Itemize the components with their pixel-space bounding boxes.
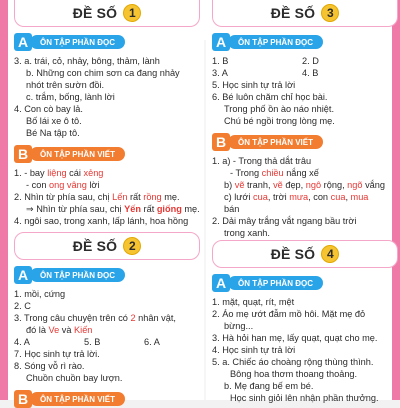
- section-doc-1: [14, 33, 200, 51]
- text: tranh,: [244, 180, 274, 190]
- text: đó là: [26, 325, 49, 335]
- viet1-line-3: [14, 191, 200, 203]
- highlight: Lến: [112, 192, 128, 202]
- highlight: vâng: [66, 180, 87, 190]
- section-viet-1: [14, 145, 200, 163]
- de-so-2-title: ĐỀ SỐ: [72, 238, 118, 254]
- section-doc-4: [212, 274, 398, 292]
- highlight: cua: [253, 192, 268, 202]
- text: c) lưới: [224, 192, 254, 202]
- section-doc-1-label: ÔN TẬP PHẦN ĐỌC: [30, 35, 125, 49]
- de-so-2-block: [14, 232, 200, 408]
- highlight: xẻng: [83, 168, 104, 178]
- viet-3-lines: [212, 155, 398, 239]
- number-badge-2: 2: [123, 237, 141, 255]
- section-viet-1-label: ÔN TẬP PHẦN VIẾT: [30, 147, 125, 161]
- section-doc-2-label: ÔN TẬP PHẦN ĐỌC: [30, 268, 125, 282]
- letter-a-icon: A: [14, 266, 32, 284]
- text: mẹ.: [161, 192, 180, 202]
- de-so-3-header: [212, 0, 398, 27]
- letter-b-icon: B: [14, 390, 32, 408]
- number-badge-1: 1: [123, 4, 141, 22]
- doc-3-lines: [212, 55, 398, 127]
- doc3-line-4: 6. Bé luôn chăm chỉ học bài.: [212, 92, 328, 102]
- viet3-line-1: 1. a) - Trong thả dắt trâu: [212, 156, 312, 166]
- highlight: rồng: [143, 192, 162, 202]
- answer-1: 1. B: [212, 56, 229, 66]
- text: vắng: [362, 180, 385, 190]
- text: 3. Trong câu chuyện trên có: [14, 313, 131, 323]
- doc2-line-4: [14, 324, 200, 336]
- section-doc-3: [212, 33, 398, 51]
- doc4-line-5: 4. Học sinh tự trả lời: [212, 345, 296, 355]
- section-doc-2: [14, 266, 200, 284]
- answer-4: 4. B: [302, 68, 319, 78]
- text: cái: [66, 168, 84, 178]
- answer-2: 2. D: [302, 56, 319, 66]
- text: , trời: [267, 192, 290, 202]
- section-viet-2-label: ÔN TẬP PHẦN VIẾT: [30, 392, 125, 406]
- letter-a-icon: A: [14, 33, 32, 51]
- section-viet-3: [212, 133, 398, 151]
- viet1-line-4: [14, 203, 200, 215]
- doc1-line-3: c. trắm, bống, lành lời: [26, 92, 115, 102]
- doc1-line-1: 3. a. trái, cỏ, nhảy, bông, thảm, lành: [14, 56, 160, 66]
- section-viet-2: [14, 390, 200, 408]
- doc1-line-4: 4. Con cò bay lả.: [14, 104, 83, 114]
- highlight: cua: [330, 192, 346, 202]
- doc3-line-5: Trong phố ồn ào náo nhiệt.: [224, 104, 334, 114]
- doc2-line-5: [14, 336, 200, 348]
- doc2-line-7: 8. Sóng vỗ rì rào.: [14, 361, 85, 371]
- text: - Trong: [230, 168, 262, 178]
- text: nắng xế: [283, 168, 319, 178]
- doc4-line-8: b. Mẹ đang bế em bé.: [224, 381, 314, 391]
- answer-5: 5. B: [84, 337, 101, 347]
- text: mẹ.: [181, 204, 200, 214]
- highlight: vẽ: [234, 180, 245, 190]
- highlight: Yến: [124, 204, 141, 214]
- de-so-4-header: [212, 240, 398, 268]
- doc4-line-4: 3. Hà hỏi han mẹ, lấy quạt, quạt cho mẹ.: [212, 333, 378, 343]
- text: đẹp,: [282, 180, 306, 190]
- text: rộng,: [321, 180, 348, 190]
- doc1-line-5: Bố lái xe ô tô.: [26, 116, 82, 126]
- de-so-3-title: ĐỀ SỐ: [270, 5, 316, 21]
- doc3-line-6: Chú bé ngồi trong lòng mẹ.: [224, 116, 335, 126]
- highlight: vẽ: [273, 180, 283, 190]
- doc2-line-6: 7. Học sinh tự trả lời.: [14, 349, 100, 359]
- highlight: chiều: [261, 168, 284, 178]
- section-doc-4-label: ÔN TẬP PHẦN ĐỌC: [228, 276, 323, 290]
- highlight: mưa: [289, 192, 309, 202]
- text: , con: [308, 192, 331, 202]
- highlight: 2: [130, 313, 136, 323]
- doc2-line-2: 2. C: [14, 301, 31, 311]
- text: rất: [140, 204, 157, 214]
- doc2-line-3: [14, 312, 200, 324]
- doc4-line-9: Học sinh giỏi lên nhận phần thưởng.: [230, 393, 379, 403]
- number-badge-3: 3: [321, 4, 339, 22]
- text: nhân vật,: [135, 313, 176, 323]
- letter-b-icon: B: [212, 133, 230, 151]
- doc4-line-6: 5. a. Chiếc áo choàng rộng thùng thình.: [212, 357, 374, 367]
- section-doc-3-label: ÔN TẬP PHẦN ĐỌC: [228, 35, 323, 49]
- doc2-line-1: 1. mồi, cứng: [14, 289, 66, 299]
- doc-1-lines: [14, 55, 200, 139]
- text: rất: [127, 192, 144, 202]
- doc-4-lines: [212, 296, 398, 404]
- highlight: Ve: [48, 325, 60, 335]
- highlight: ngõ: [347, 180, 363, 190]
- highlight: ngô: [305, 180, 322, 190]
- answer-page: [8, 0, 392, 407]
- de-so-4-title: ĐỀ SỐ: [270, 246, 316, 262]
- highlight: ong: [48, 180, 65, 190]
- text: - con: [26, 180, 49, 190]
- section-viet-3-label: ÔN TẬP PHẦN VIẾT: [228, 135, 323, 149]
- text: và: [59, 325, 75, 335]
- answer-3: 3. A: [212, 68, 228, 78]
- doc3-line-3: 5. Học sinh tự trả lời: [212, 80, 296, 90]
- text: lời: [86, 180, 100, 190]
- viet3-line-7: trong xanh.: [224, 228, 270, 238]
- highlight: mua: [350, 192, 369, 202]
- de-so-1-block: [14, 0, 200, 227]
- letter-b-icon: B: [14, 145, 32, 163]
- de-so-3-block: [212, 0, 398, 239]
- viet3-line-5: bán: [224, 204, 240, 214]
- text: 1. - bay: [14, 168, 48, 178]
- de-so-4-block: [212, 240, 398, 404]
- viet3-line-3: [212, 179, 398, 191]
- de-so-1-header: [14, 0, 200, 27]
- doc-2-lines: [14, 288, 200, 384]
- de-so-2-header: [14, 232, 200, 260]
- viet1-line-2: [14, 179, 200, 191]
- column-divider: [204, 40, 206, 400]
- text: ⇒ Nhìn từ phía sau, chị: [26, 204, 125, 214]
- viet3-line-4: [212, 191, 398, 203]
- letter-a-icon: A: [212, 33, 230, 51]
- left-pink-border: [0, 0, 8, 400]
- de-so-1-title: ĐỀ SỐ: [72, 5, 118, 21]
- answer-6: 6. A: [144, 337, 160, 347]
- doc4-line-1: 1. mặt, quạt, rít, mệt: [212, 297, 295, 307]
- doc1-line-6: Bé Na tập tô.: [26, 128, 80, 138]
- viet1-line-5: 4. ngôi sao, trong xanh, lấp lánh, hoa hồng: [14, 216, 189, 226]
- doc4-line-2: 2. Áo mẹ ướt đẫm mồ hôi. Mặt mẹ đỏ: [212, 309, 366, 319]
- text: 2. Nhìn từ phía sau, chị: [14, 192, 113, 202]
- letter-a-icon: A: [212, 274, 230, 292]
- viet3-line-6: 2. Dải mây trắng vắt ngang bầu trời: [212, 216, 357, 226]
- doc1-line-2a: b. Những con chim sơn ca đang nhảy nhót trên sườn đồi.: [26, 68, 180, 90]
- viet-1-lines: [14, 167, 200, 227]
- text: ,: [345, 192, 351, 202]
- doc3-line-1: [212, 55, 398, 67]
- highlight: giống: [156, 204, 182, 214]
- highlight: liệng: [47, 168, 67, 178]
- answer-4: 4. A: [14, 337, 30, 347]
- doc2-line-8: Chuồn chuồn bay lượn.: [26, 373, 123, 383]
- viet3-line-2: [212, 167, 398, 179]
- doc3-line-2: [212, 67, 398, 79]
- viet1-line-1: [14, 167, 200, 179]
- text: b): [224, 180, 235, 190]
- doc4-line-3: bừng...: [224, 321, 254, 331]
- highlight: Kiến: [74, 325, 93, 335]
- number-badge-4: 4: [321, 245, 339, 263]
- doc4-line-7: Bông hoa thơm thoang thoảng.: [230, 369, 358, 379]
